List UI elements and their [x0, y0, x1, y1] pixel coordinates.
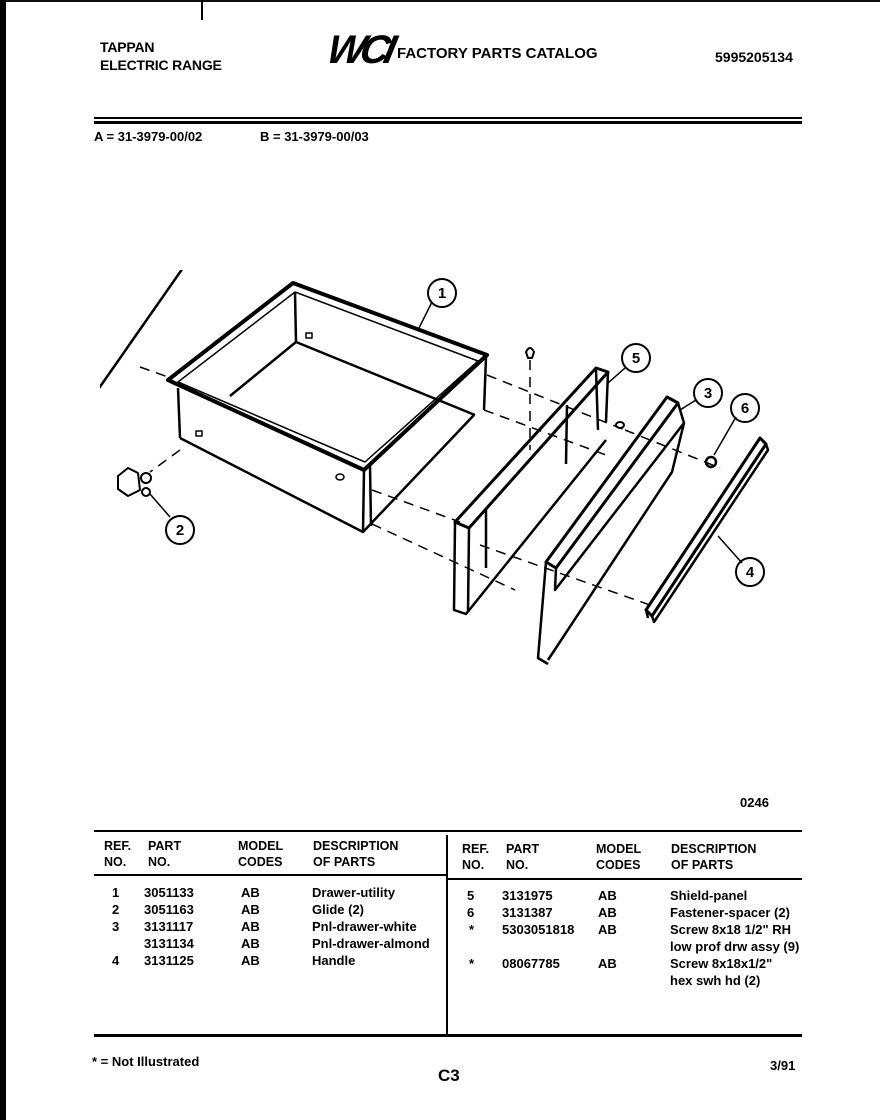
- table-bottom-rule: [94, 1034, 802, 1037]
- header-desc-right: DESCRIPTION OF PARTS: [671, 842, 757, 872]
- revision-date: 3/91: [770, 1058, 796, 1073]
- header-rule-thin: [94, 117, 802, 119]
- wci-logo: WCI: [323, 28, 396, 72]
- shield-panel-illustration: [454, 348, 608, 614]
- callout-2: 2: [175, 522, 185, 539]
- catalog-number: 5995205134: [715, 49, 793, 65]
- callout-5: 5: [631, 350, 641, 367]
- header-rule-left: [94, 874, 446, 876]
- table-column-divider: [446, 835, 448, 1035]
- header-model-right: MODEL CODES: [596, 842, 642, 872]
- fastener-spacer-illustration: [706, 457, 716, 467]
- page-number: C3: [438, 1066, 460, 1085]
- product-type: ELECTRIC RANGE: [100, 57, 222, 73]
- footnote-not-illustrated: * = Not Illustrated: [92, 1054, 200, 1069]
- callout-1: 1: [437, 285, 447, 302]
- callout-circles: [166, 279, 764, 586]
- header-part-left: PART NO.: [148, 839, 182, 869]
- scan-edge-left: [0, 0, 6, 1120]
- brand-block: [100, 38, 222, 74]
- glide-illustration: [118, 468, 151, 496]
- model-b: B = 31-3979-00/03: [260, 129, 369, 144]
- model-a: A = 31-3979-00/02: [94, 129, 203, 144]
- header-ref-right: REF. NO.: [462, 842, 490, 872]
- callout-4: 4: [745, 564, 755, 581]
- header-rule-right: [448, 878, 802, 880]
- figure-number: 0246: [740, 795, 769, 810]
- brand-name: TAPPAN: [100, 39, 155, 55]
- exploded-parts-diagram: [100, 270, 800, 680]
- header-part-right: PART NO.: [506, 842, 540, 872]
- scan-tick: [201, 0, 203, 20]
- callout-3: 3: [703, 385, 713, 402]
- header-ref-left: REF. NO.: [104, 839, 132, 869]
- callout-6: 6: [740, 400, 750, 417]
- header-model-left: MODEL CODES: [238, 839, 284, 869]
- header-desc-left: DESCRIPTION OF PARTS: [313, 839, 399, 869]
- table-top-rule: [94, 830, 802, 832]
- drawer-panel-illustration: [538, 397, 684, 664]
- scan-edge-top: [6, 0, 880, 2]
- header-rule-thick: [94, 121, 802, 124]
- catalog-title: FACTORY PARTS CATALOG: [397, 45, 598, 62]
